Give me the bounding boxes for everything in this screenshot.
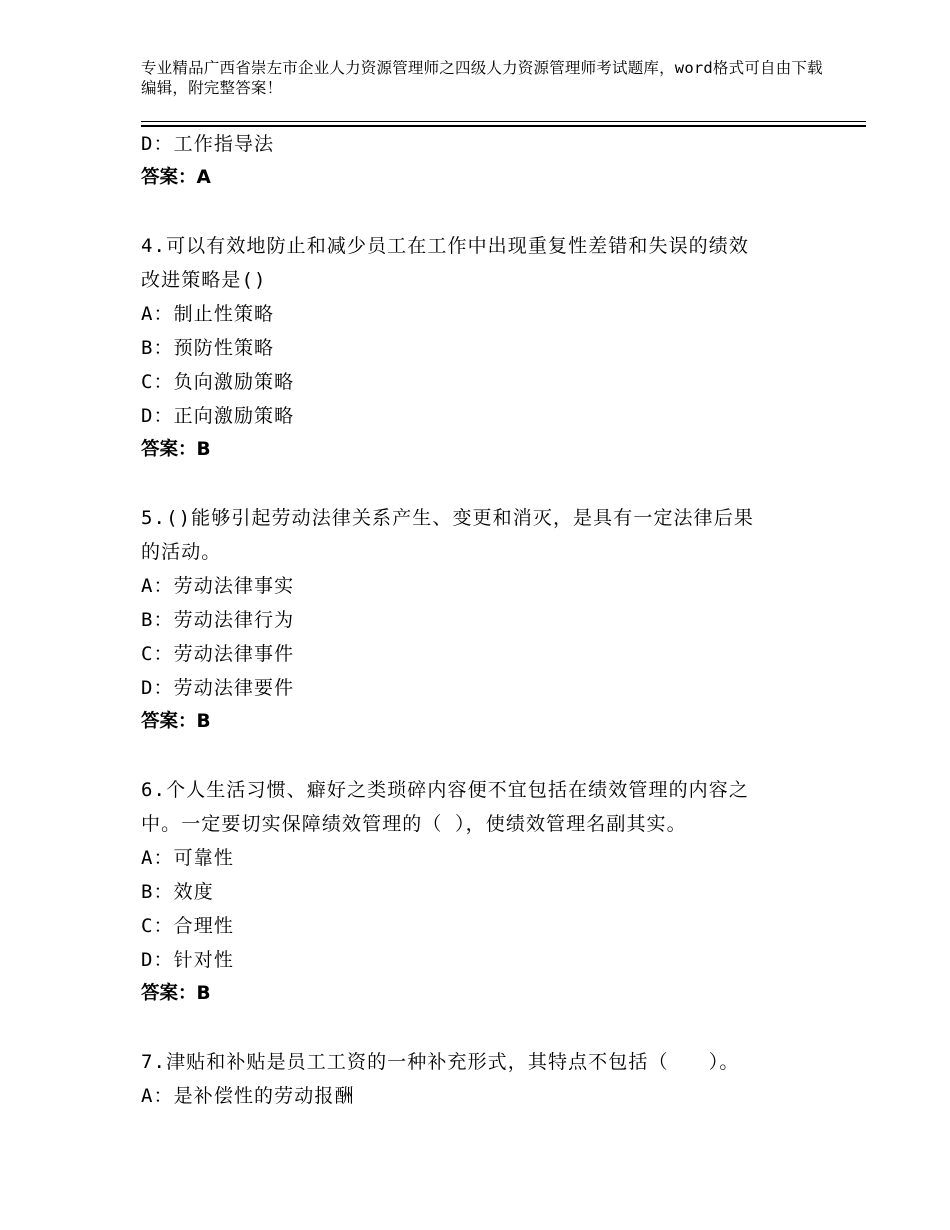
question-3-tail [141, 127, 831, 195]
spacer [141, 195, 831, 229]
spacer [141, 739, 831, 773]
option-d: D：针对性 [141, 949, 234, 971]
option-c: C：负向激励策略 [141, 371, 295, 393]
option-d: D：正向激励策略 [141, 405, 295, 427]
question-4 [141, 229, 831, 467]
option-b: B：预防性策略 [141, 337, 275, 359]
question-stem-continued: 的活动。 [141, 541, 222, 563]
answer: 答案：B [141, 439, 211, 460]
question-6 [141, 773, 831, 1011]
question-5 [141, 501, 831, 739]
header-divider-thin [141, 121, 866, 122]
option-d: D：劳动法律要件 [141, 677, 295, 699]
question-stem-continued: 中。一定要切实保障绩效管理的（ ），使绩效管理名副其实。 [141, 813, 687, 835]
option-a: A：劳动法律事实 [141, 575, 295, 597]
option-b: B：效度 [141, 881, 214, 903]
option-d: D：工作指导法 [141, 133, 275, 155]
option-a: A：是补偿性的劳动报酬 [141, 1085, 355, 1107]
answer: 答案：B [141, 983, 211, 1004]
spacer [141, 1011, 831, 1045]
question-stem: 4.可以有效地防止和减少员工在工作中出现重复性差错和失误的绩效 [141, 235, 749, 257]
header-title: 专业精品广西省崇左市企业人力资源管理师之四级人力资源管理师考试题库，word格式可自由下载编辑，附完整答案！ [141, 59, 823, 97]
option-b: B：劳动法律行为 [141, 609, 295, 631]
option-c: C：合理性 [141, 915, 234, 937]
question-stem-continued: 改进策略是() [141, 269, 267, 291]
answer: 答案：A [141, 167, 211, 188]
answer: 答案：B [141, 711, 211, 732]
option-a: A：可靠性 [141, 847, 234, 869]
question-stem: 5.()能够引起劳动法律关系产生、变更和消灭，是具有一定法律后果 [141, 507, 754, 529]
question-stem: 7.津贴和补贴是员工工资的一种补充形式，其特点不包括（ ）。 [141, 1051, 740, 1073]
document-header [141, 58, 831, 98]
spacer [141, 467, 831, 501]
option-a: A：制止性策略 [141, 303, 275, 325]
question-7 [141, 1045, 831, 1113]
question-list [141, 127, 831, 1113]
option-c: C：劳动法律事件 [141, 643, 295, 665]
question-stem: 6.个人生活习惯、癖好之类琐碎内容便不宜包括在绩效管理的内容之 [141, 779, 749, 801]
